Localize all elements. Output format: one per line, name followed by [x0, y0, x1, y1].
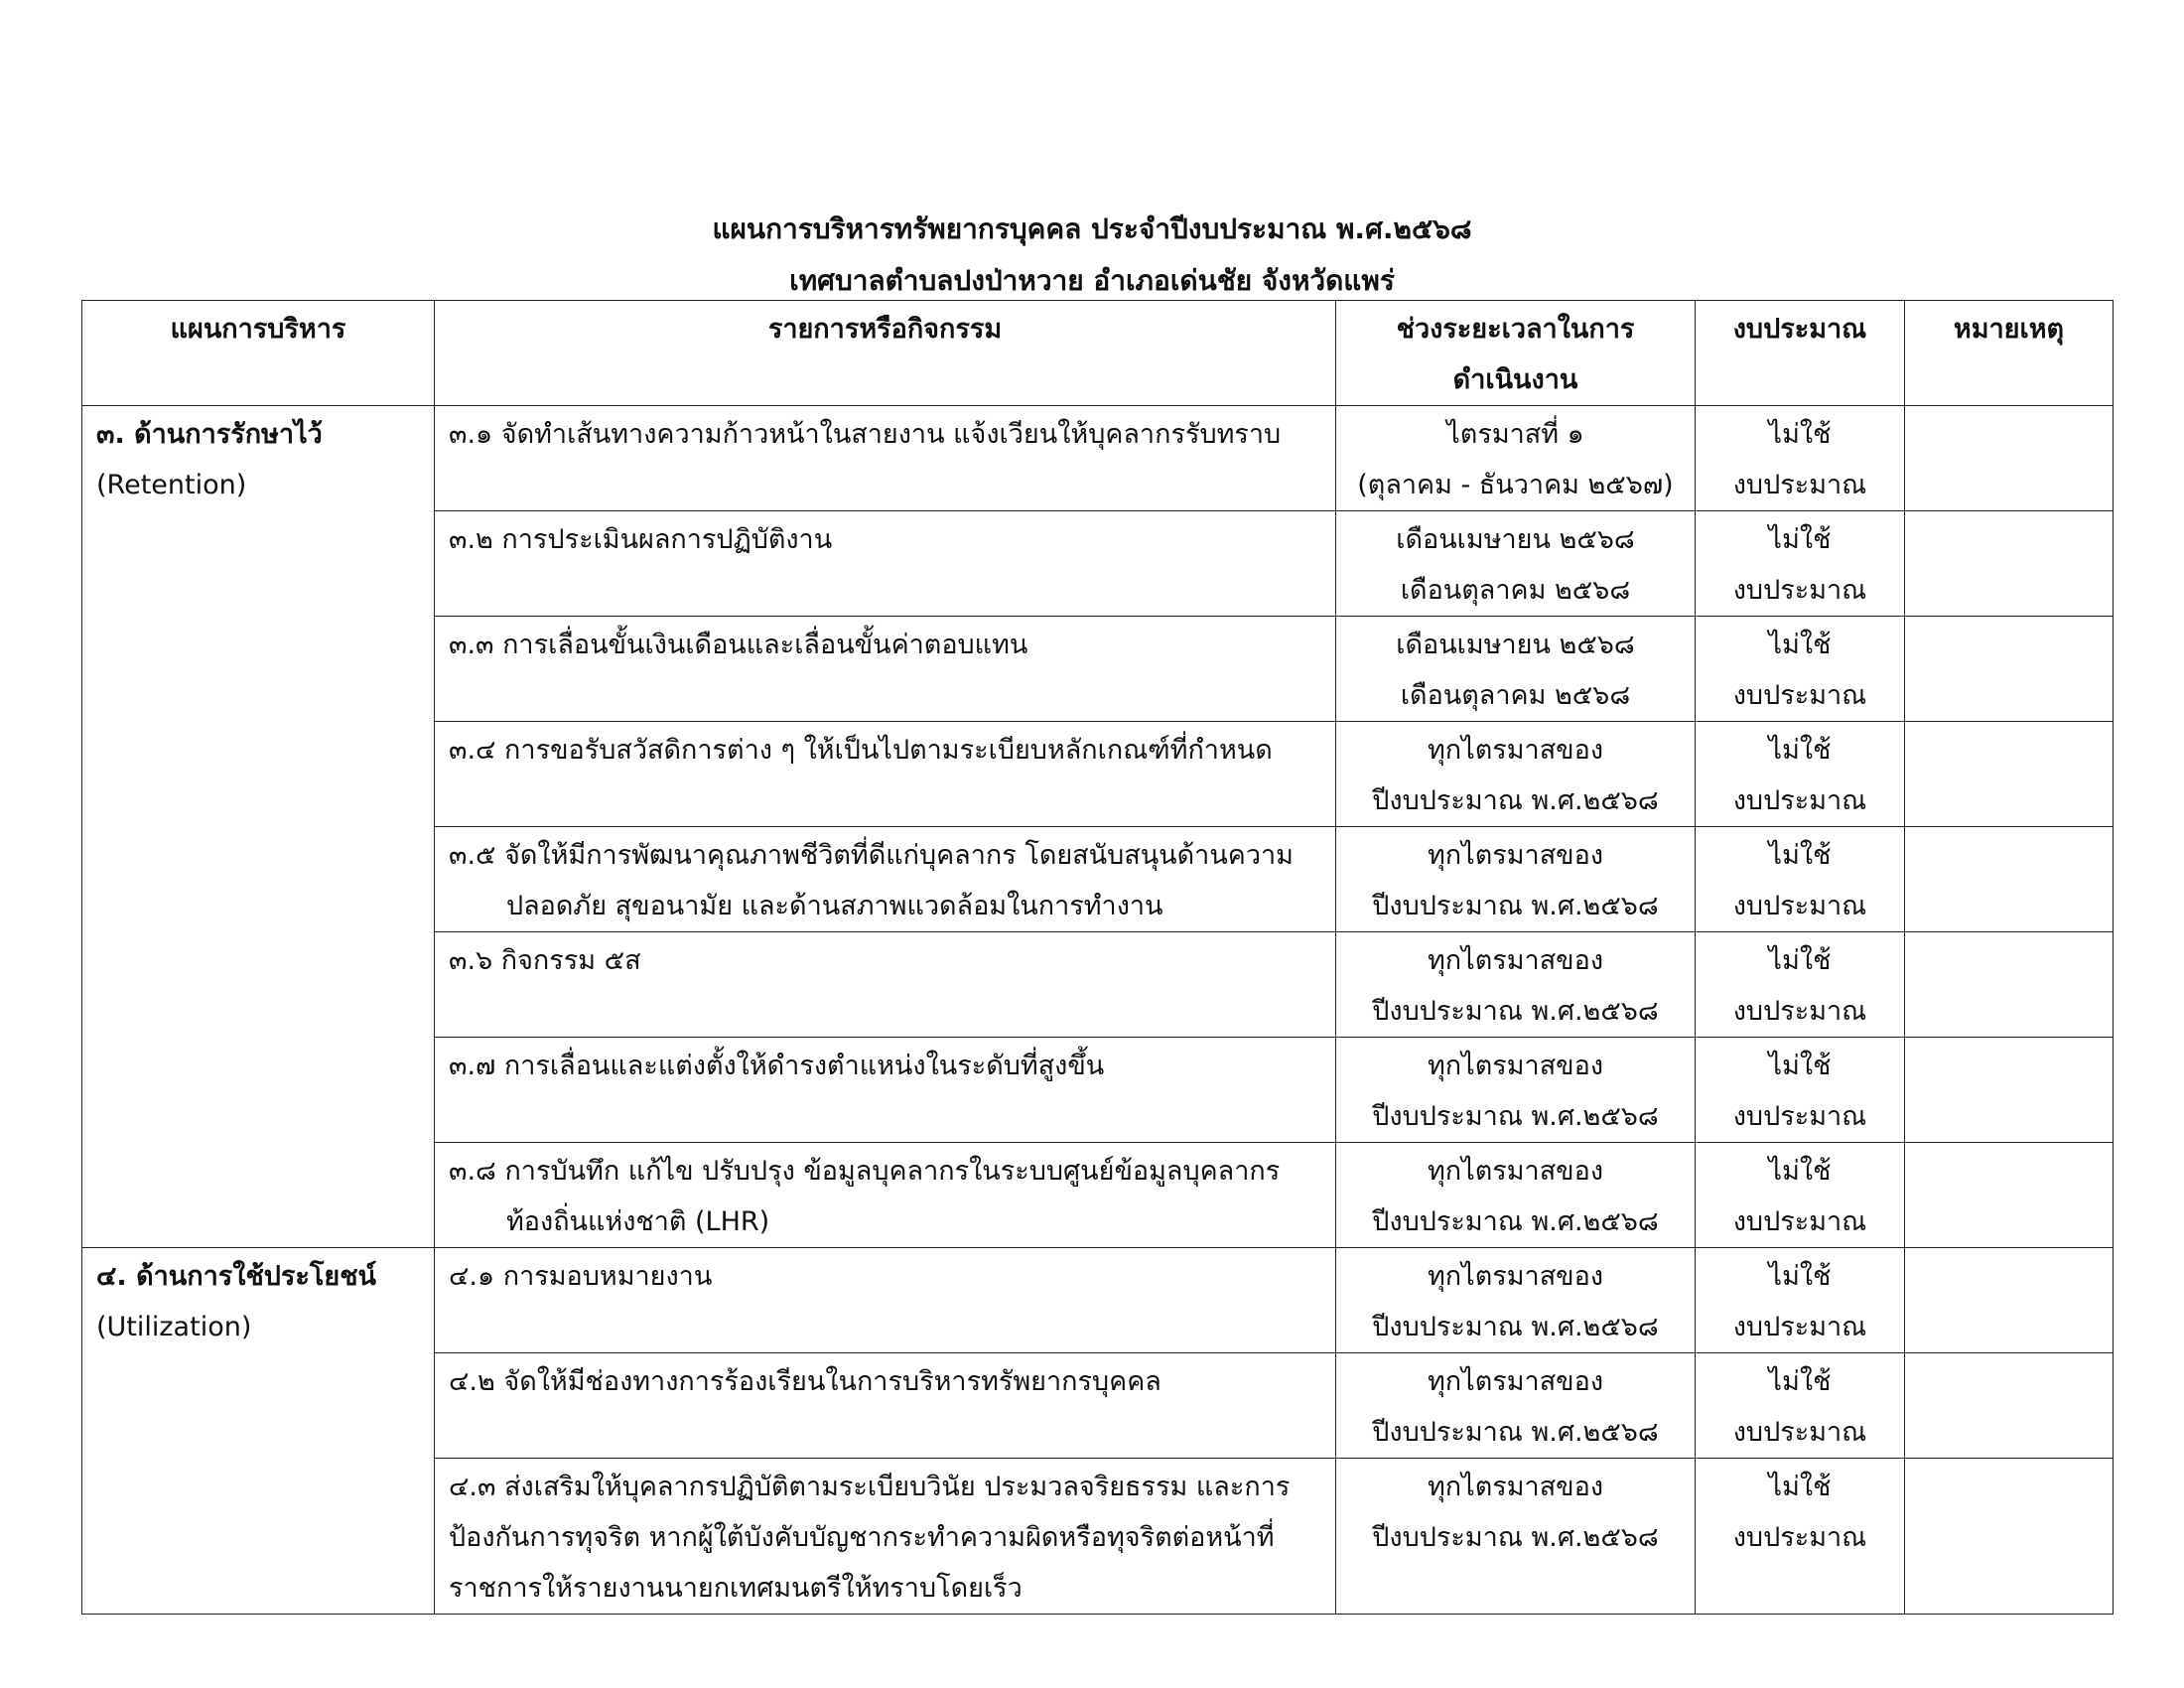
budget-cell: [1696, 1143, 1905, 1248]
period-line1: ไตรมาสที่ ๑: [1446, 419, 1584, 450]
table-row: [82, 406, 2114, 511]
period-cell: [1336, 1459, 1696, 1615]
remark-cell: [1905, 932, 2114, 1038]
period-cell: [1336, 511, 1696, 617]
period-line1: ทุกไตรมาสของ: [1427, 1156, 1604, 1187]
budget-line2: งบประมาณ: [1732, 1417, 1867, 1448]
budget-line1: ไม่ใช้: [1768, 1156, 1832, 1187]
activity-line: ๓.๗ การเลื่อนและแต่งตั้งให้ดำรงตำแหน่งในระดับที่สูงขึ้น: [449, 1051, 1105, 1081]
activity-cell: [435, 1353, 1336, 1459]
plan-category-english: (Retention): [96, 470, 247, 500]
activity-cell: [435, 932, 1336, 1038]
budget-line2: งบประมาณ: [1732, 891, 1867, 921]
activity-cell: [435, 617, 1336, 722]
remark-cell: [1905, 511, 2114, 617]
activity-line: ๔.๑ การมอบหมายงาน: [449, 1261, 713, 1292]
period-cell: [1336, 406, 1696, 511]
budget-line2: งบประมาณ: [1732, 575, 1867, 606]
period-line1: ทุกไตรมาสของ: [1427, 1261, 1604, 1292]
table-body: [82, 406, 2114, 1615]
budget-line1: ไม่ใช้: [1768, 840, 1832, 871]
header-period-line2: ดำเนินงาน: [1452, 364, 1578, 395]
activity-cell: [435, 1038, 1336, 1143]
budget-cell: [1696, 511, 1905, 617]
budget-cell: [1696, 1038, 1905, 1143]
budget-cell: [1696, 722, 1905, 827]
remark-cell: [1905, 1248, 2114, 1353]
budget-cell: [1696, 617, 1905, 722]
activity-line: ๓.๑ จัดทำเส้นทางความก้าวหน้าในสายงาน แจ้งเวียนให้บุคลากรรับทราบ: [449, 419, 1282, 450]
period-line2: ปีงบประมาณ พ.ศ.๒๕๖๘: [1372, 1206, 1659, 1237]
remark-cell: [1905, 1038, 2114, 1143]
period-line1: เดือนเมษายน ๒๕๖๘: [1396, 524, 1635, 555]
budget-line1: ไม่ใช้: [1768, 1366, 1832, 1397]
budget-cell: [1696, 1459, 1905, 1615]
remark-cell: [1905, 722, 2114, 827]
budget-line1: ไม่ใช้: [1768, 419, 1832, 450]
activity-line-continued: ท้องถิ่นแห่งชาติ (LHR): [506, 1206, 770, 1237]
period-line1: ทุกไตรมาสของ: [1427, 735, 1604, 766]
plan-category-cell: [82, 1248, 435, 1615]
header-period: [1336, 301, 1696, 406]
budget-cell: [1696, 406, 1905, 511]
remark-cell: [1905, 1353, 2114, 1459]
table-row: [82, 1248, 2114, 1353]
plan-category-title: ๓. ด้านการรักษาไว้: [96, 419, 323, 450]
activity-cell: [435, 406, 1336, 511]
activity-line: ๓.๘ การบันทึก แก้ไข ปรับปรุง ข้อมูลบุคลากรในระบบศูนย์ข้อมูลบุคลากร: [449, 1156, 1281, 1187]
budget-line2: งบประมาณ: [1732, 1206, 1867, 1237]
period-cell: [1336, 932, 1696, 1038]
period-cell: [1336, 1248, 1696, 1353]
activity-cell: [435, 1143, 1336, 1248]
activity-cell: [435, 827, 1336, 932]
table-header-row: [82, 301, 2114, 406]
budget-line1: ไม่ใช้: [1768, 630, 1832, 660]
header-budget: งบประมาณ: [1696, 301, 1905, 406]
period-line2: ปีงบประมาณ พ.ศ.๒๕๖๘: [1372, 1101, 1659, 1132]
period-line1: ทุกไตรมาสของ: [1427, 1366, 1604, 1397]
budget-line2: งบประมาณ: [1732, 785, 1867, 816]
activity-cell: [435, 511, 1336, 617]
period-line2: ปีงบประมาณ พ.ศ.๒๕๖๘: [1372, 1522, 1659, 1553]
activity-line-continued: ป้องกันการทุจริต หากผู้ใต้บังคับบัญชากระทำความผิดหรือทุจริตต่อหน้าที่: [449, 1522, 1275, 1553]
header-remark: หมายเหตุ: [1905, 301, 2114, 406]
budget-line1: ไม่ใช้: [1768, 524, 1832, 555]
plan-category-english: (Utilization): [96, 1312, 252, 1342]
period-line2: ปีงบประมาณ พ.ศ.๒๕๖๘: [1372, 1312, 1659, 1342]
activity-line: ๔.๓ ส่งเสริมให้บุคลากรปฏิบัติตามระเบียบวินัย ประมวลจริยธรรม และการ: [449, 1472, 1291, 1502]
header-activity: รายการหรือกิจกรรม: [435, 301, 1336, 406]
activity-line-continued: ราชการให้รายงานนายกเทศมนตรีให้ทราบโดยเร็ว: [449, 1573, 1023, 1604]
activity-line: ๓.๔ การขอรับสวัสดิการต่าง ๆ ให้เป็นไปตามระเบียบหลักเกณฑ์ที่กำหนด: [449, 735, 1273, 766]
period-line2: เดือนตุลาคม ๒๕๖๘: [1400, 680, 1631, 711]
period-line2: ปีงบประมาณ พ.ศ.๒๕๖๘: [1372, 1417, 1659, 1448]
budget-line1: ไม่ใช้: [1768, 1472, 1832, 1502]
budget-line2: งบประมาณ: [1732, 996, 1867, 1027]
remark-cell: [1905, 827, 2114, 932]
budget-cell: [1696, 1353, 1905, 1459]
period-cell: [1336, 827, 1696, 932]
period-cell: [1336, 1353, 1696, 1459]
budget-cell: [1696, 932, 1905, 1038]
period-line1: เดือนเมษายน ๒๕๖๘: [1396, 630, 1635, 660]
period-cell: [1336, 617, 1696, 722]
period-line1: ทุกไตรมาสของ: [1427, 840, 1604, 871]
period-line2: ปีงบประมาณ พ.ศ.๒๕๖๘: [1372, 891, 1659, 921]
budget-line1: ไม่ใช้: [1768, 945, 1832, 976]
activity-line: ๓.๓ การเลื่อนขั้นเงินเดือนและเลื่อนขั้นค่าตอบแทน: [449, 630, 1028, 660]
remark-cell: [1905, 406, 2114, 511]
budget-line2: งบประมาณ: [1732, 1101, 1867, 1132]
activity-line: ๓.๕ จัดให้มีการพัฒนาคุณภาพชีวิตที่ดีแก่บุคลากร โดยสนับสนุนด้านความ: [449, 840, 1294, 871]
hr-plan-table: [81, 300, 2114, 1615]
plan-category-title: ๔. ด้านการใช้ประโยชน์: [96, 1261, 377, 1292]
period-line2: ปีงบประมาณ พ.ศ.๒๕๖๘: [1372, 996, 1659, 1027]
activity-cell: [435, 1459, 1336, 1615]
period-line1: ทุกไตรมาสของ: [1427, 1051, 1604, 1081]
budget-line2: งบประมาณ: [1732, 1312, 1867, 1342]
period-cell: [1336, 1038, 1696, 1143]
activity-cell: [435, 722, 1336, 827]
period-line2: เดือนตุลาคม ๒๕๖๘: [1400, 575, 1631, 606]
budget-line2: งบประมาณ: [1732, 470, 1867, 500]
period-line2: ปีงบประมาณ พ.ศ.๒๕๖๘: [1372, 785, 1659, 816]
budget-line2: งบประมาณ: [1732, 680, 1867, 711]
activity-line: ๓.๒ การประเมินผลการปฏิบัติงาน: [449, 524, 833, 555]
document-header: [0, 204, 2184, 307]
header-period-line1: ช่วงระยะเวลาในการ: [1396, 314, 1635, 345]
budget-line1: ไม่ใช้: [1768, 1261, 1832, 1292]
activity-line: ๓.๖ กิจกรรม ๕ส: [449, 945, 641, 976]
period-cell: [1336, 722, 1696, 827]
activity-cell: [435, 1248, 1336, 1353]
budget-cell: [1696, 827, 1905, 932]
document-title: แผนการบริหารทรัพยากรบุคคล ประจำปีงบประมาณ พ.ศ.๒๕๖๘: [712, 212, 1472, 245]
remark-cell: [1905, 1143, 2114, 1248]
period-line1: ทุกไตรมาสของ: [1427, 945, 1604, 976]
period-line2: (ตุลาคม - ธันวาคม ๒๕๖๗): [1357, 470, 1674, 500]
activity-line: ๔.๒ จัดให้มีช่องทางการร้องเรียนในการบริหารทรัพยากรบุคคล: [449, 1366, 1161, 1397]
activity-line-continued: ปลอดภัย สุขอนามัย และด้านสภาพแวดล้อมในการทำงาน: [506, 891, 1163, 921]
document-subtitle: เทศบาลตำบลปงป่าหวาย อำเภอเด่นชัย จังหวัดแพร่: [789, 264, 1395, 297]
plan-category-cell: [82, 406, 435, 1248]
remark-cell: [1905, 617, 2114, 722]
budget-line1: ไม่ใช้: [1768, 1051, 1832, 1081]
remark-cell: [1905, 1459, 2114, 1615]
budget-line1: ไม่ใช้: [1768, 735, 1832, 766]
budget-cell: [1696, 1248, 1905, 1353]
budget-line2: งบประมาณ: [1732, 1522, 1867, 1553]
period-cell: [1336, 1143, 1696, 1248]
header-plan: แผนการบริหาร: [82, 301, 435, 406]
period-line1: ทุกไตรมาสของ: [1427, 1472, 1604, 1502]
